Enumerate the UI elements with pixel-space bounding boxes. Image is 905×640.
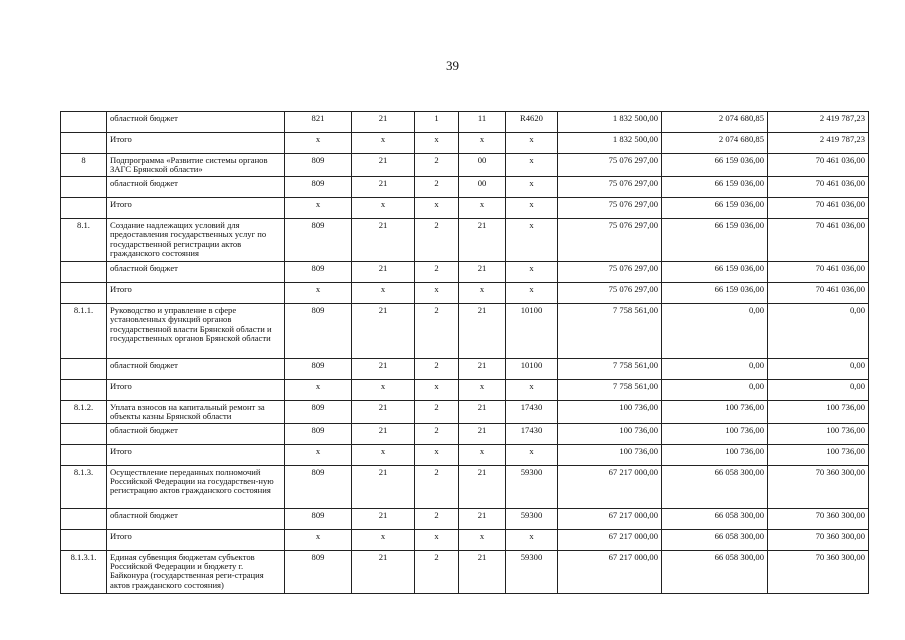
cell-om: 21: [459, 303, 506, 358]
table-row: [61, 358, 869, 379]
row-number: 8.1.2.: [61, 400, 107, 423]
row-name: областной бюджет: [107, 358, 285, 379]
cell-pgp: х: [415, 197, 459, 218]
cell-amount-2: 66 159 036,00: [662, 197, 768, 218]
cell-direction: 17430: [506, 400, 558, 423]
cell-amount-3: 0,00: [768, 303, 869, 358]
row-number: [61, 282, 107, 303]
row-number: 8: [61, 154, 107, 177]
page-number: 39: [446, 58, 459, 73]
table-row: [61, 176, 869, 197]
cell-gp: х: [352, 444, 415, 465]
table-row: [61, 154, 869, 177]
cell-amount-3: 70 461 036,00: [768, 261, 869, 282]
cell-pgp: 2: [415, 154, 459, 177]
row-name: Итого: [107, 197, 285, 218]
cell-amount-3: 70 461 036,00: [768, 154, 869, 177]
cell-amount-1: 75 076 297,00: [558, 154, 662, 177]
cell-amount-3: 70 360 300,00: [768, 508, 869, 529]
row-name: областной бюджет: [107, 508, 285, 529]
row-name: Итого: [107, 444, 285, 465]
cell-amount-2: 2 074 680,85: [662, 112, 768, 133]
cell-amount-2: 100 736,00: [662, 444, 768, 465]
cell-amount-1: 1 832 500,00: [558, 112, 662, 133]
cell-direction: R4620: [506, 112, 558, 133]
cell-amount-1: 75 076 297,00: [558, 176, 662, 197]
cell-direction: х: [506, 133, 558, 154]
cell-gp: 21: [352, 154, 415, 177]
row-name: Итого: [107, 282, 285, 303]
row-number: [61, 508, 107, 529]
cell-pgp: х: [415, 282, 459, 303]
row-number: 8.1.: [61, 218, 107, 261]
cell-pgp: 2: [415, 465, 459, 508]
table-row: [61, 550, 869, 593]
cell-grbs: 809: [285, 261, 352, 282]
cell-grbs: х: [285, 133, 352, 154]
cell-amount-3: 100 736,00: [768, 400, 869, 423]
cell-pgp: х: [415, 444, 459, 465]
cell-amount-1: 67 217 000,00: [558, 465, 662, 508]
cell-gp: х: [352, 379, 415, 400]
table-row: [61, 400, 869, 423]
cell-amount-3: 2 419 787,23: [768, 112, 869, 133]
cell-gp: 21: [352, 400, 415, 423]
cell-direction: 59300: [506, 465, 558, 508]
cell-amount-3: 2 419 787,23: [768, 133, 869, 154]
cell-om: х: [459, 379, 506, 400]
cell-amount-3: 70 360 300,00: [768, 550, 869, 593]
cell-om: 21: [459, 358, 506, 379]
cell-amount-2: 66 159 036,00: [662, 282, 768, 303]
cell-direction: 17430: [506, 423, 558, 444]
cell-amount-2: 66 159 036,00: [662, 261, 768, 282]
cell-om: 21: [459, 465, 506, 508]
cell-amount-3: 70 360 300,00: [768, 465, 869, 508]
cell-amount-1: 7 758 561,00: [558, 379, 662, 400]
cell-pgp: 2: [415, 358, 459, 379]
cell-direction: 59300: [506, 508, 558, 529]
cell-direction: х: [506, 176, 558, 197]
cell-grbs: 809: [285, 218, 352, 261]
row-name: Осуществление переданных полномочий Российской Федерации на государствен-ную регистрацию актов гражданского состояния: [107, 465, 285, 508]
cell-direction: х: [506, 444, 558, 465]
cell-amount-2: 0,00: [662, 358, 768, 379]
table-row: [61, 508, 869, 529]
cell-grbs: х: [285, 529, 352, 550]
cell-amount-1: 7 758 561,00: [558, 358, 662, 379]
cell-gp: х: [352, 282, 415, 303]
row-name: Уплата взносов на капитальный ремонт за объекты казны Брянской области: [107, 400, 285, 423]
row-number: [61, 379, 107, 400]
cell-om: 21: [459, 423, 506, 444]
row-number: [61, 358, 107, 379]
cell-amount-1: 67 217 000,00: [558, 508, 662, 529]
cell-amount-1: 75 076 297,00: [558, 261, 662, 282]
cell-pgp: х: [415, 133, 459, 154]
table-body: [61, 112, 869, 594]
cell-grbs: 809: [285, 508, 352, 529]
cell-grbs: 821: [285, 112, 352, 133]
cell-gp: 21: [352, 358, 415, 379]
cell-grbs: 809: [285, 303, 352, 358]
cell-direction: х: [506, 261, 558, 282]
cell-amount-2: 66 058 300,00: [662, 550, 768, 593]
cell-grbs: 809: [285, 423, 352, 444]
cell-amount-2: 66 058 300,00: [662, 529, 768, 550]
cell-pgp: 2: [415, 261, 459, 282]
row-name: Руководство и управление в сфере установленных функций органов государственной власти Брянской области и государственных органов Брянской области: [107, 303, 285, 358]
cell-om: 00: [459, 154, 506, 177]
cell-amount-1: 67 217 000,00: [558, 550, 662, 593]
cell-grbs: 809: [285, 358, 352, 379]
row-number: [61, 112, 107, 133]
cell-gp: х: [352, 197, 415, 218]
cell-amount-2: 66 159 036,00: [662, 154, 768, 177]
cell-om: х: [459, 133, 506, 154]
cell-amount-1: 67 217 000,00: [558, 529, 662, 550]
cell-amount-2: 100 736,00: [662, 423, 768, 444]
cell-pgp: х: [415, 529, 459, 550]
cell-om: 21: [459, 508, 506, 529]
cell-gp: х: [352, 133, 415, 154]
cell-amount-1: 7 758 561,00: [558, 303, 662, 358]
table-row: [61, 133, 869, 154]
budget-table: [60, 111, 869, 594]
row-name: Итого: [107, 133, 285, 154]
cell-om: 21: [459, 400, 506, 423]
cell-pgp: 2: [415, 176, 459, 197]
row-number: [61, 176, 107, 197]
table-row: [61, 261, 869, 282]
cell-amount-2: 2 074 680,85: [662, 133, 768, 154]
cell-amount-1: 75 076 297,00: [558, 218, 662, 261]
cell-amount-3: 70 461 036,00: [768, 197, 869, 218]
cell-om: х: [459, 197, 506, 218]
cell-direction: 10100: [506, 303, 558, 358]
row-name: областной бюджет: [107, 423, 285, 444]
row-number: [61, 261, 107, 282]
cell-gp: 21: [352, 303, 415, 358]
cell-gp: 21: [352, 112, 415, 133]
row-name: областной бюджет: [107, 112, 285, 133]
cell-pgp: 2: [415, 550, 459, 593]
cell-om: 21: [459, 218, 506, 261]
cell-grbs: х: [285, 379, 352, 400]
cell-gp: 21: [352, 218, 415, 261]
cell-direction: х: [506, 154, 558, 177]
cell-amount-2: 66 159 036,00: [662, 218, 768, 261]
cell-om: 00: [459, 176, 506, 197]
cell-direction: 10100: [506, 358, 558, 379]
row-name: Итого: [107, 379, 285, 400]
row-name: Единая субвенция бюджетам субъектов Российской Федерации и бюджету г. Байконура (государственная реги-страция актов гражданского состояния): [107, 550, 285, 593]
cell-grbs: х: [285, 444, 352, 465]
row-number: [61, 444, 107, 465]
row-number: [61, 423, 107, 444]
row-name: Итого: [107, 529, 285, 550]
table-row: [61, 282, 869, 303]
row-number: 8.1.3.: [61, 465, 107, 508]
cell-direction: 59300: [506, 550, 558, 593]
cell-amount-3: 0,00: [768, 379, 869, 400]
table-row: [61, 379, 869, 400]
cell-grbs: 809: [285, 550, 352, 593]
cell-gp: 21: [352, 465, 415, 508]
cell-direction: х: [506, 197, 558, 218]
cell-direction: х: [506, 379, 558, 400]
cell-amount-2: 0,00: [662, 379, 768, 400]
cell-gp: 21: [352, 550, 415, 593]
cell-grbs: х: [285, 197, 352, 218]
cell-grbs: 809: [285, 400, 352, 423]
cell-om: х: [459, 529, 506, 550]
row-name: Подпрограмма «Развитие системы органов ЗАГС Брянской области»: [107, 154, 285, 177]
cell-amount-1: 75 076 297,00: [558, 282, 662, 303]
cell-amount-3: 70 461 036,00: [768, 218, 869, 261]
cell-amount-1: 100 736,00: [558, 400, 662, 423]
cell-amount-2: 66 058 300,00: [662, 508, 768, 529]
cell-grbs: 809: [285, 154, 352, 177]
cell-amount-3: 100 736,00: [768, 444, 869, 465]
cell-direction: х: [506, 529, 558, 550]
cell-om: х: [459, 282, 506, 303]
table-row: [61, 423, 869, 444]
cell-pgp: 1: [415, 112, 459, 133]
cell-amount-3: 100 736,00: [768, 423, 869, 444]
cell-om: х: [459, 444, 506, 465]
cell-pgp: 2: [415, 508, 459, 529]
cell-amount-3: 70 461 036,00: [768, 176, 869, 197]
cell-om: 11: [459, 112, 506, 133]
table-row: [61, 303, 869, 358]
table-row: [61, 529, 869, 550]
cell-amount-3: 0,00: [768, 358, 869, 379]
cell-pgp: 2: [415, 218, 459, 261]
cell-amount-1: 100 736,00: [558, 444, 662, 465]
cell-gp: 21: [352, 176, 415, 197]
row-name: Создание надлежащих условий для предоставления государственных услуг по государственной регистрации актов гражданского состояния: [107, 218, 285, 261]
cell-grbs: 809: [285, 465, 352, 508]
row-name: областной бюджет: [107, 261, 285, 282]
table-row: [61, 218, 869, 261]
cell-amount-1: 100 736,00: [558, 423, 662, 444]
cell-amount-2: 66 058 300,00: [662, 465, 768, 508]
cell-grbs: 809: [285, 176, 352, 197]
cell-amount-1: 1 832 500,00: [558, 133, 662, 154]
cell-pgp: 2: [415, 303, 459, 358]
cell-amount-3: 70 360 300,00: [768, 529, 869, 550]
row-number: 8.1.3.1.: [61, 550, 107, 593]
cell-pgp: 2: [415, 400, 459, 423]
cell-amount-2: 66 159 036,00: [662, 176, 768, 197]
cell-gp: х: [352, 529, 415, 550]
cell-amount-3: 70 461 036,00: [768, 282, 869, 303]
cell-gp: 21: [352, 508, 415, 529]
cell-amount-2: 0,00: [662, 303, 768, 358]
cell-grbs: х: [285, 282, 352, 303]
table-row: [61, 197, 869, 218]
table-row: [61, 112, 869, 133]
cell-gp: 21: [352, 423, 415, 444]
cell-pgp: х: [415, 379, 459, 400]
cell-direction: х: [506, 282, 558, 303]
cell-om: 21: [459, 261, 506, 282]
row-number: [61, 133, 107, 154]
row-number: [61, 529, 107, 550]
cell-direction: х: [506, 218, 558, 261]
cell-om: 21: [459, 550, 506, 593]
cell-gp: 21: [352, 261, 415, 282]
row-number: 8.1.1.: [61, 303, 107, 358]
row-number: [61, 197, 107, 218]
cell-amount-1: 75 076 297,00: [558, 197, 662, 218]
cell-pgp: 2: [415, 423, 459, 444]
row-name: областной бюджет: [107, 176, 285, 197]
table-row: [61, 465, 869, 508]
cell-amount-2: 100 736,00: [662, 400, 768, 423]
table-row: [61, 444, 869, 465]
